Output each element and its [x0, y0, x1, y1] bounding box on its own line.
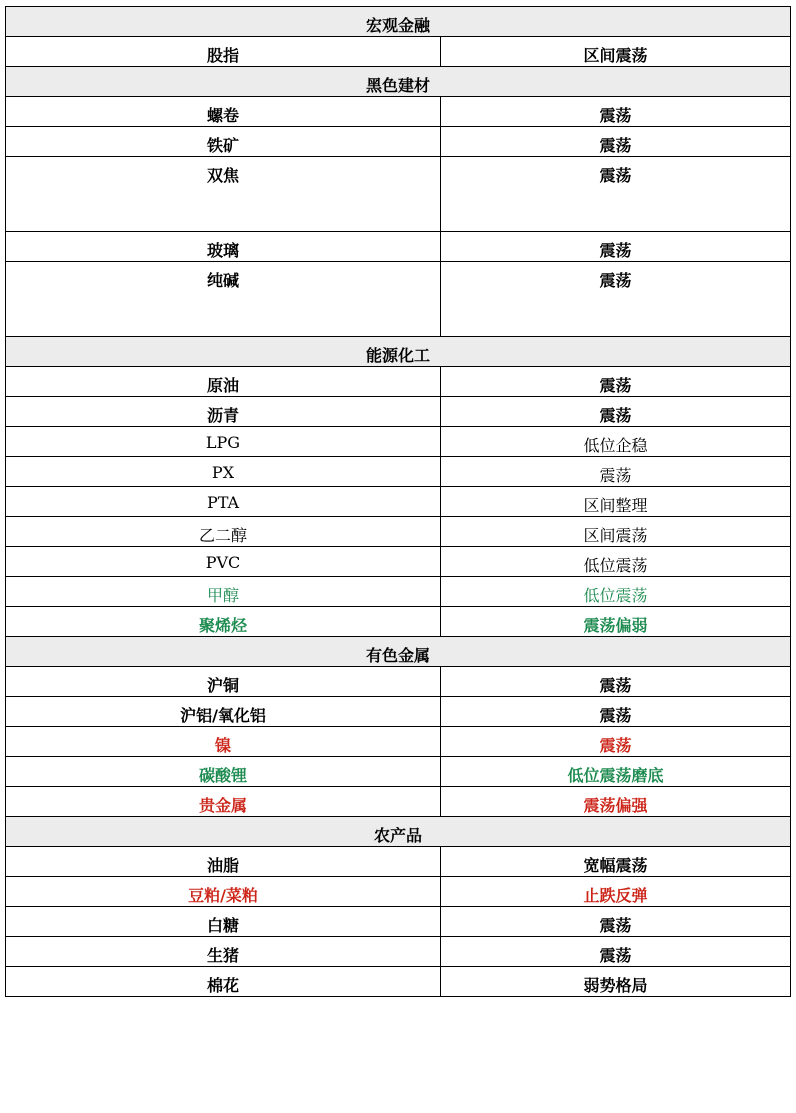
commodity-outlook-table [5, 6, 791, 997]
section-title: 能源化工 [6, 337, 791, 367]
commodity-name-cell: LPG [6, 427, 441, 457]
outlook-cell: 震荡 [441, 667, 791, 697]
outlook-cell: 震荡偏弱 [441, 607, 791, 637]
table-row [6, 127, 791, 157]
table-row [6, 427, 791, 457]
outlook-cell: 震荡 [441, 157, 791, 232]
outlook-cell: 弱势格局 [441, 967, 791, 997]
commodity-name-cell: 油脂 [6, 847, 441, 877]
commodity-name-cell: 贵金属 [6, 787, 441, 817]
commodity-name-cell: 豆粕/菜粕 [6, 877, 441, 907]
table-row [6, 577, 791, 607]
commodity-name-cell: 乙二醇 [6, 517, 441, 547]
section-title: 有色金属 [6, 637, 791, 667]
table-row [6, 37, 791, 67]
outlook-cell: 宽幅震荡 [441, 847, 791, 877]
commodity-name-cell: 铁矿 [6, 127, 441, 157]
table-row [6, 667, 791, 697]
outlook-cell: 震荡 [441, 727, 791, 757]
table-row [6, 547, 791, 577]
commodity-name-cell: 纯碱 [6, 262, 441, 337]
outlook-cell: 震荡 [441, 127, 791, 157]
table-row [6, 727, 791, 757]
commodity-name-cell: 棉花 [6, 967, 441, 997]
outlook-cell: 震荡 [441, 457, 791, 487]
commodity-name-cell: 甲醇 [6, 577, 441, 607]
section-header-row [6, 337, 791, 367]
outlook-cell: 低位震荡 [441, 577, 791, 607]
table-row [6, 232, 791, 262]
outlook-cell: 震荡 [441, 397, 791, 427]
commodity-name-cell: 沪铝/氧化铝 [6, 697, 441, 727]
commodity-name-cell: 白糖 [6, 907, 441, 937]
table-row [6, 787, 791, 817]
outlook-cell: 震荡 [441, 697, 791, 727]
table-row [6, 967, 791, 997]
commodity-name-cell: 双焦 [6, 157, 441, 232]
table-row [6, 847, 791, 877]
commodity-name-cell: 螺卷 [6, 97, 441, 127]
table-row [6, 262, 791, 337]
table-row [6, 607, 791, 637]
commodity-name-cell: 聚烯烃 [6, 607, 441, 637]
section-title: 黑色建材 [6, 67, 791, 97]
commodity-name-cell: 原油 [6, 367, 441, 397]
commodity-name-cell: 沪铜 [6, 667, 441, 697]
outlook-cell: 止跌反弹 [441, 877, 791, 907]
table-row [6, 907, 791, 937]
outlook-cell: 震荡 [441, 262, 791, 337]
outlook-cell: 低位震荡磨底 [441, 757, 791, 787]
outlook-cell: 震荡 [441, 937, 791, 967]
table-body [6, 7, 791, 997]
table-row [6, 487, 791, 517]
commodity-name-cell: 股指 [6, 37, 441, 67]
outlook-cell: 区间整理 [441, 487, 791, 517]
table-row [6, 457, 791, 487]
section-header-row [6, 817, 791, 847]
outlook-cell: 低位震荡 [441, 547, 791, 577]
commodity-name-cell: 沥青 [6, 397, 441, 427]
outlook-cell: 震荡 [441, 907, 791, 937]
table-row [6, 397, 791, 427]
table-row [6, 697, 791, 727]
section-header-row [6, 67, 791, 97]
table-row [6, 877, 791, 907]
outlook-cell: 震荡 [441, 367, 791, 397]
table-row [6, 97, 791, 127]
outlook-cell: 区间震荡 [441, 517, 791, 547]
commodity-name-cell: 玻璃 [6, 232, 441, 262]
outlook-cell: 震荡偏强 [441, 787, 791, 817]
table-row [6, 157, 791, 232]
commodity-name-cell: 碳酸锂 [6, 757, 441, 787]
section-title: 农产品 [6, 817, 791, 847]
table-row [6, 757, 791, 787]
section-header-row [6, 637, 791, 667]
outlook-cell: 低位企稳 [441, 427, 791, 457]
outlook-cell: 区间震荡 [441, 37, 791, 67]
commodity-name-cell: 生猪 [6, 937, 441, 967]
outlook-cell: 震荡 [441, 232, 791, 262]
table-row [6, 517, 791, 547]
commodity-name-cell: PVC [6, 547, 441, 577]
section-title: 宏观金融 [6, 7, 791, 37]
outlook-cell: 震荡 [441, 97, 791, 127]
table-row [6, 367, 791, 397]
table-row [6, 937, 791, 967]
commodity-name-cell: 镍 [6, 727, 441, 757]
section-header-row [6, 7, 791, 37]
commodity-name-cell: PX [6, 457, 441, 487]
commodity-name-cell: PTA [6, 487, 441, 517]
